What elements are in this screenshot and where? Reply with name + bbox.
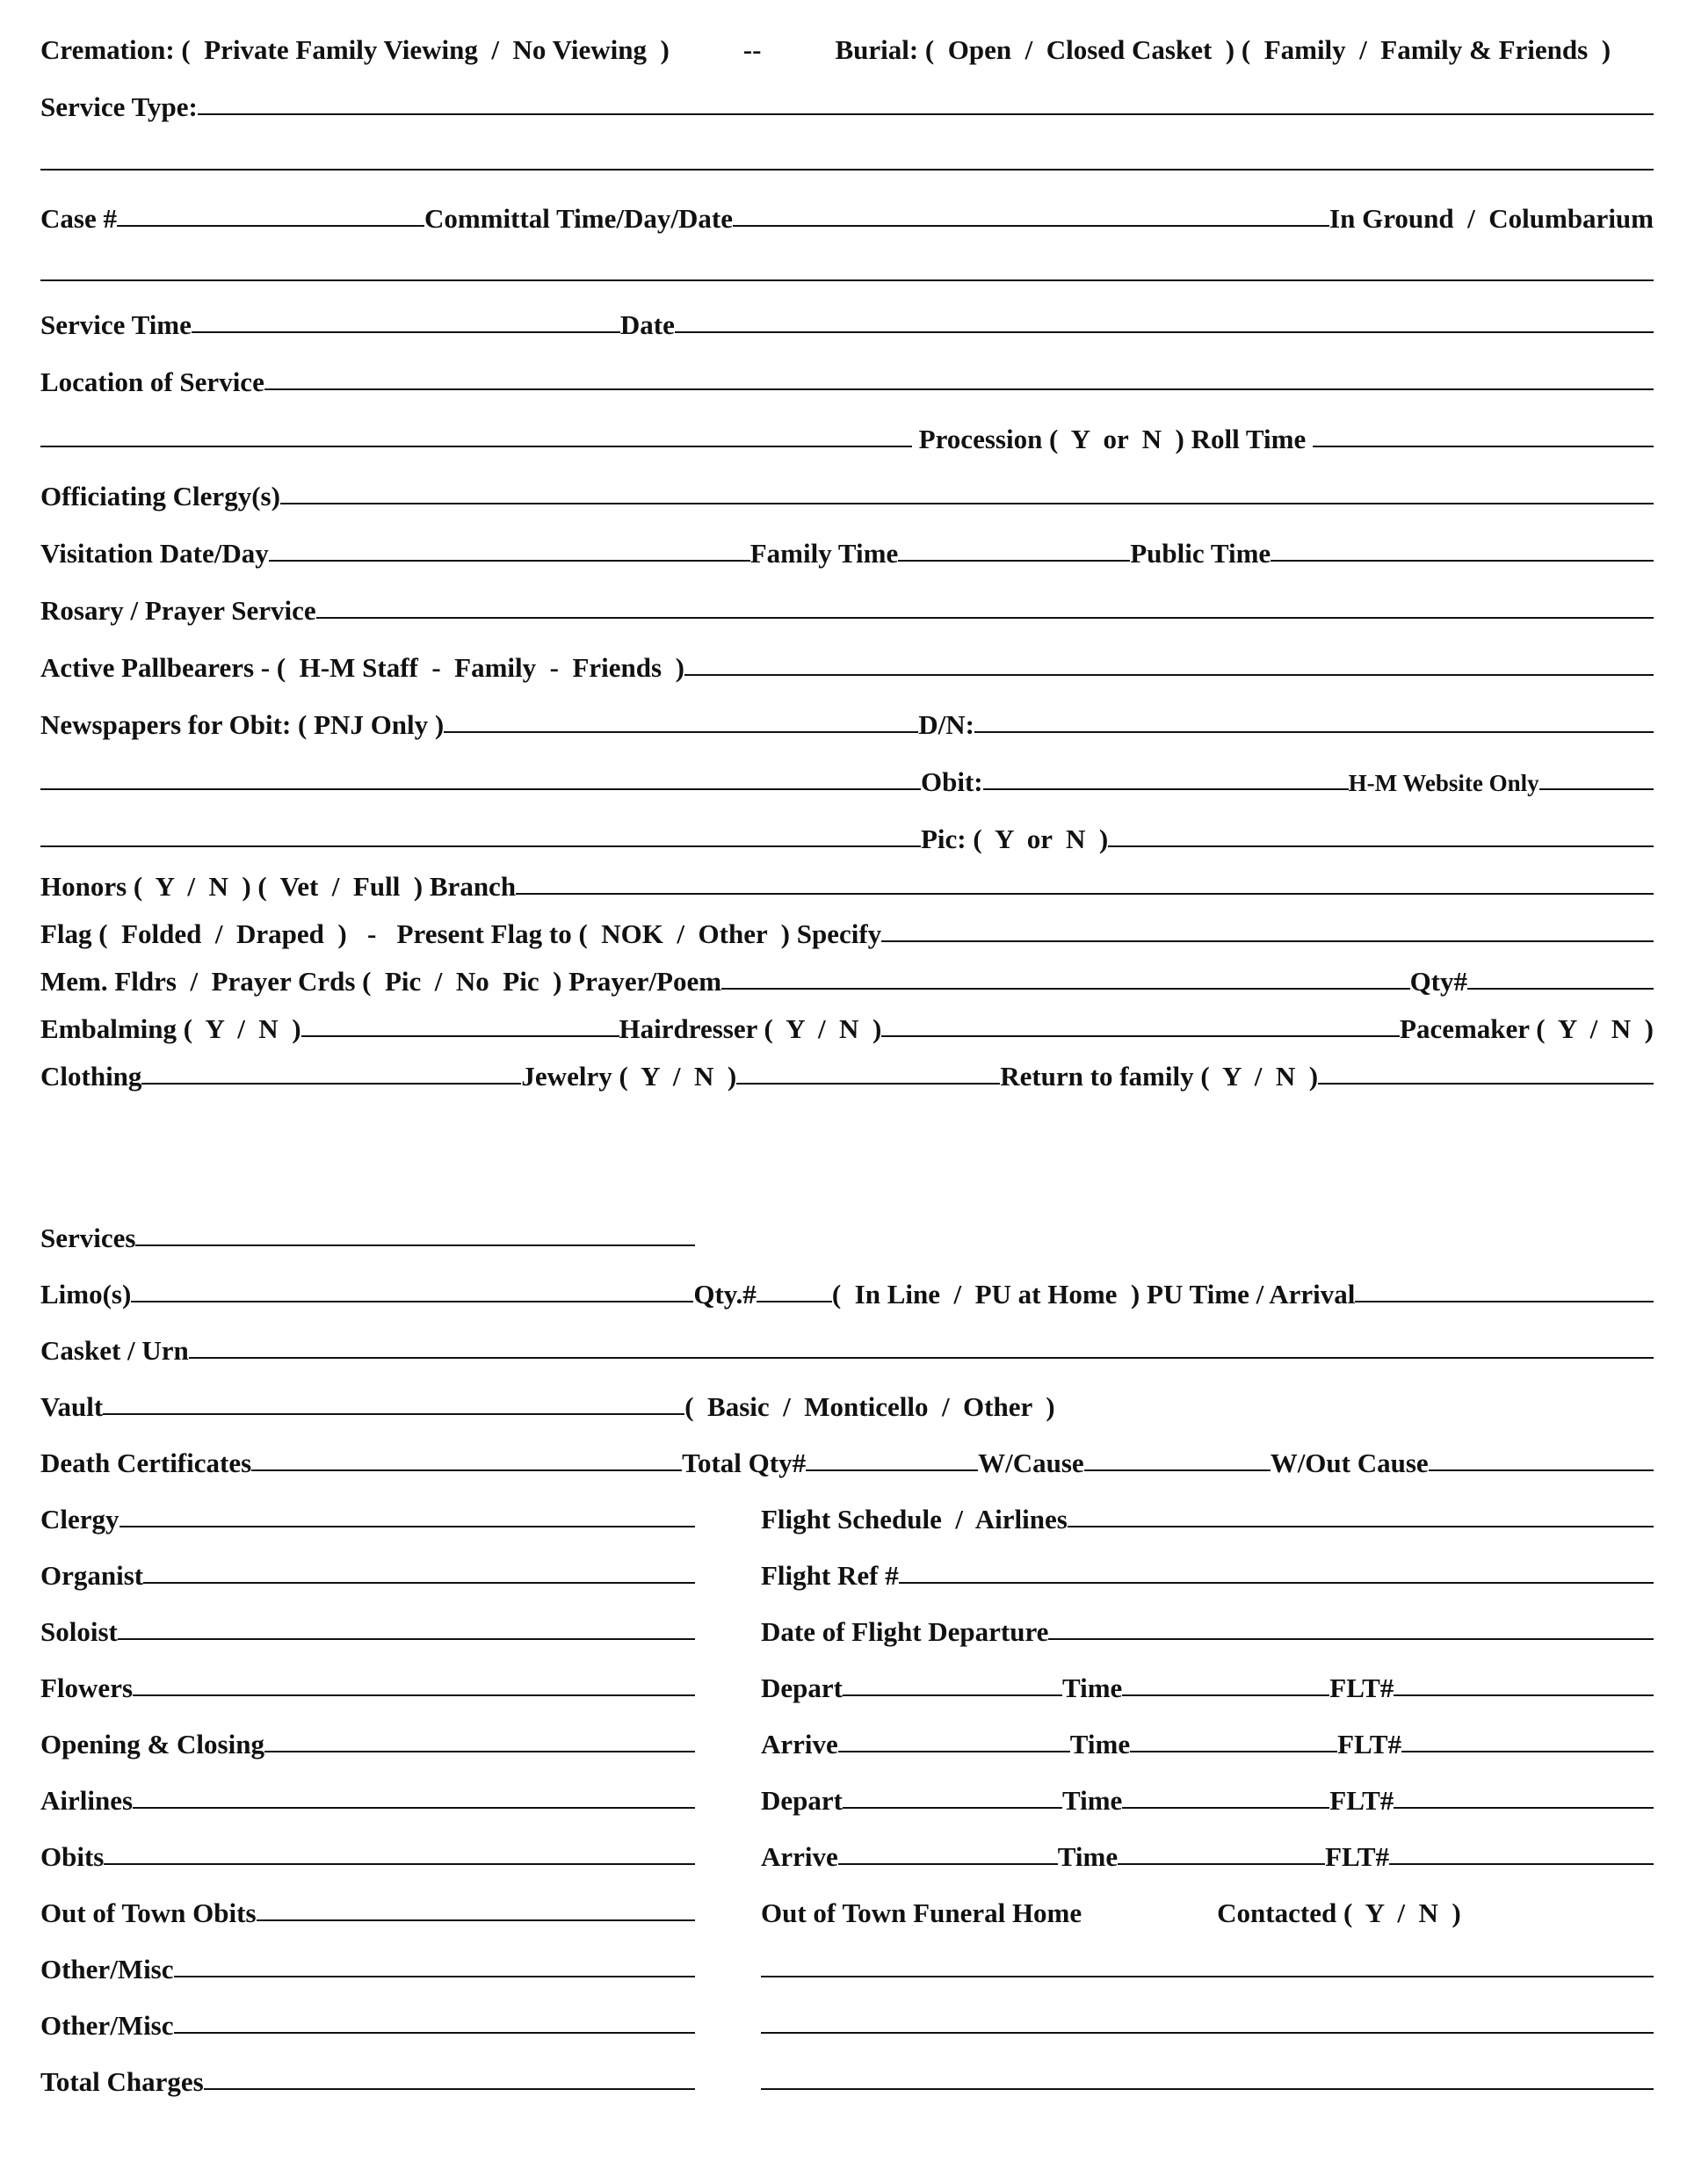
arrive-label-1: Arrive	[761, 1729, 838, 1760]
depart-row-2	[761, 1777, 1654, 1816]
qty-label: Qty#	[1409, 966, 1467, 997]
w-cause-label: W/Cause	[978, 1448, 1084, 1478]
flt-label-2: FLT#	[1337, 1729, 1402, 1760]
service-type-label: Service Type:	[40, 91, 198, 122]
pic-options[interactable]: Pic: ( Y or N )	[921, 824, 1109, 854]
visitation-row	[40, 530, 1654, 569]
flowers-label: Flowers	[40, 1672, 134, 1703]
case-number-field[interactable]	[117, 225, 424, 227]
opening-closing-label: Opening & Closing	[40, 1729, 264, 1760]
location-extra-field[interactable]	[40, 446, 912, 447]
newspapers-row	[40, 701, 1654, 740]
limo-qty-label: Qty.#	[693, 1279, 757, 1310]
website-only-field[interactable]	[1539, 788, 1654, 790]
other-misc-label-2: Other/Misc	[40, 2010, 174, 2041]
procession-row	[40, 416, 1654, 454]
out-of-town-obits-label: Out of Town Obits	[40, 1897, 257, 1928]
soloist-label: Soloist	[40, 1616, 118, 1647]
flight-ref-field[interactable]	[899, 1582, 1654, 1584]
rosary-field[interactable]	[316, 617, 1654, 619]
officiating-clergy-row	[40, 473, 1654, 512]
flight-ref-row	[761, 1552, 1654, 1591]
obit-field[interactable]	[983, 788, 1349, 790]
limo-field[interactable]	[131, 1301, 693, 1302]
total-charges-label: Total Charges	[40, 2066, 204, 2097]
pu-time-field[interactable]	[1355, 1301, 1654, 1302]
committal-time-label: Committal Time/Day/Date	[424, 203, 733, 234]
other-misc-label-1: Other/Misc	[40, 1954, 174, 1984]
w-out-cause-label: W/Out Cause	[1270, 1448, 1429, 1478]
separator-dashes: --	[742, 34, 762, 65]
time-label-2: Time	[1069, 1729, 1131, 1760]
hairdresser-label[interactable]: Hairdresser ( Y / N )	[619, 1013, 882, 1044]
committal-row	[40, 195, 1654, 234]
visitation-field[interactable]	[269, 560, 750, 562]
burial-options[interactable]: Burial: ( Open / Closed Casket ) ( Family / Family & Friends )	[835, 34, 1611, 65]
branch-field[interactable]	[516, 893, 1654, 895]
w-out-cause-field[interactable]	[1429, 1469, 1654, 1471]
arrive-field-1[interactable]	[838, 1751, 1070, 1752]
arrive-field-2[interactable]	[838, 1863, 1058, 1865]
casket-field[interactable]	[189, 1357, 1654, 1359]
clothing-label: Clothing	[40, 1061, 142, 1092]
flt-label-3: FLT#	[1329, 1785, 1394, 1816]
left-out-of-town-obits-row	[40, 1890, 695, 1928]
case-number-label: Case #	[40, 203, 117, 234]
out-of-town-obits-field[interactable]	[257, 1919, 695, 1921]
flt-label-1: FLT#	[1329, 1672, 1394, 1703]
committal-extra-line[interactable]	[40, 279, 1654, 281]
flt-label-4: FLT#	[1325, 1841, 1390, 1872]
total-charges-field[interactable]	[204, 2088, 695, 2090]
cremation-options[interactable]: Cremation: ( Private Family Viewing / No Viewing )	[40, 34, 670, 65]
flight-ref-label: Flight Ref #	[761, 1560, 899, 1591]
pic-extra-field[interactable]	[40, 845, 921, 847]
time-label-1: Time	[1061, 1672, 1123, 1703]
funeral-home-line-2	[761, 2002, 1654, 2041]
service-date-field[interactable]	[675, 331, 1654, 333]
depart-field-1[interactable]	[843, 1694, 1062, 1696]
flight-departure-date-row	[761, 1608, 1654, 1647]
vault-label: Vault	[40, 1391, 104, 1422]
flt-field-1[interactable]	[1394, 1694, 1654, 1696]
clothing-field[interactable]	[141, 1083, 521, 1085]
funeral-home-field-3[interactable]	[761, 2088, 1654, 2090]
return-to-family-label[interactable]: Return to family ( Y / N )	[1000, 1061, 1319, 1092]
airlines-field[interactable]	[133, 1807, 695, 1809]
prayer-poem-field[interactable]	[721, 988, 1410, 990]
embalming-field[interactable]	[301, 1035, 619, 1037]
pacemaker-label[interactable]: Pacemaker ( Y / N )	[1400, 1013, 1654, 1044]
limo-options[interactable]: ( In Line / PU at Home ) PU Time / Arrival	[831, 1279, 1356, 1310]
obit-row	[40, 758, 1654, 797]
clergy-label: Clergy	[40, 1504, 119, 1535]
family-time-field[interactable]	[898, 560, 1130, 562]
embalming-row	[40, 1005, 1654, 1044]
funeral-home-field-1[interactable]	[761, 1976, 1654, 1977]
visitation-label: Visitation Date/Day	[40, 538, 269, 569]
left-total-charges-row	[40, 2058, 695, 2097]
arrive-row-2	[761, 1833, 1654, 1872]
flt-field-3[interactable]	[1394, 1807, 1654, 1809]
obits-field[interactable]	[104, 1863, 695, 1865]
flag-row	[40, 911, 1654, 949]
public-time-label: Public Time	[1130, 538, 1271, 569]
limo-label: Limo(s)	[40, 1279, 132, 1310]
time-field-4[interactable]	[1118, 1863, 1325, 1865]
w-cause-field[interactable]	[1084, 1469, 1271, 1471]
soloist-field[interactable]	[118, 1638, 695, 1640]
service-date-label: Date	[619, 309, 675, 340]
left-other-misc-row-2	[40, 2002, 695, 2041]
jewelry-label[interactable]: Jewelry ( Y / N )	[521, 1061, 737, 1092]
memorial-folders-row	[40, 958, 1654, 997]
officiating-clergy-field[interactable]	[280, 503, 1654, 504]
organist-label: Organist	[40, 1560, 144, 1591]
qty-field[interactable]	[1467, 988, 1654, 990]
service-time-label: Service Time	[40, 309, 192, 340]
pallbearers-row	[40, 644, 1654, 683]
left-soloist-row	[40, 1608, 695, 1647]
funeral-home-line-1	[761, 1946, 1654, 1984]
left-flowers-row	[40, 1665, 695, 1703]
flowers-field[interactable]	[133, 1694, 695, 1696]
left-obits-row	[40, 1833, 695, 1872]
time-field-3[interactable]	[1122, 1807, 1329, 1809]
pic-field[interactable]	[1108, 845, 1654, 847]
left-organist-row	[40, 1552, 695, 1591]
death-certificates-field[interactable]	[251, 1469, 682, 1471]
procession-label[interactable]: Procession ( Y or N ) Roll Time	[911, 424, 1313, 454]
time-label-3: Time	[1061, 1785, 1123, 1816]
website-only-label: H-M Website Only	[1348, 770, 1539, 796]
pic-row	[40, 816, 1654, 854]
public-time-field[interactable]	[1271, 560, 1654, 562]
services-row	[40, 1215, 695, 1253]
service-time-row	[40, 301, 1654, 340]
funeral-home-field-2[interactable]	[761, 2032, 1654, 2034]
cremation-burial-row	[40, 26, 1654, 65]
out-of-town-funeral-home-label: Out of Town Funeral Home	[761, 1897, 1082, 1928]
rosary-row	[40, 587, 1654, 626]
newspapers-field[interactable]	[444, 731, 918, 733]
time-field-2[interactable]	[1130, 1751, 1337, 1752]
left-clergy-row	[40, 1496, 695, 1535]
obit-label: Obit:	[921, 766, 983, 797]
family-time-label: Family Time	[749, 538, 899, 569]
hairdresser-field[interactable]	[881, 1035, 1400, 1037]
flight-schedule-row	[761, 1496, 1654, 1535]
out-of-town-funeral-home-row	[761, 1890, 1654, 1928]
arrive-row-1	[761, 1721, 1654, 1760]
services-field[interactable]	[135, 1244, 695, 1246]
service-type-row	[40, 83, 1654, 122]
left-opening-closing-row	[40, 1721, 695, 1760]
depart-label-2: Depart	[761, 1785, 843, 1816]
location-row	[40, 359, 1654, 397]
funeral-home-line-3	[761, 2058, 1654, 2097]
flt-field-2[interactable]	[1401, 1751, 1654, 1752]
obits-label: Obits	[40, 1841, 105, 1872]
newspapers-label: Newspapers for Obit: ( PNJ Only )	[40, 709, 445, 740]
opening-closing-field[interactable]	[264, 1751, 695, 1752]
officiating-clergy-label: Officiating Clergy(s)	[40, 481, 280, 512]
vault-options[interactable]: ( Basic / Monticello / Other )	[684, 1391, 1055, 1422]
flight-departure-date-label: Date of Flight Departure	[761, 1616, 1049, 1647]
location-field[interactable]	[264, 388, 1654, 390]
service-type-field[interactable]	[198, 113, 1654, 115]
flag-specify-field[interactable]	[881, 940, 1654, 942]
honors-row	[40, 863, 1654, 902]
other-misc-field-1[interactable]	[174, 1976, 695, 1977]
clergy-field[interactable]	[119, 1526, 695, 1527]
contacted-options[interactable]: Contacted ( Y / N )	[1217, 1897, 1461, 1928]
depart-row-1	[761, 1665, 1654, 1703]
memorial-folders-label[interactable]: Mem. Fldrs / Prayer Crds ( Pic / No Pic ) Prayer/Poem	[40, 966, 722, 997]
jewelry-field[interactable]	[736, 1083, 1000, 1085]
total-qty-label: Total Qty#	[682, 1448, 807, 1478]
vault-row	[40, 1383, 1654, 1422]
in-ground-columbarium-options[interactable]: In Ground / Columbarium	[1329, 203, 1654, 234]
honors-label[interactable]: Honors ( Y / N ) ( Vet / Full ) Branch	[40, 871, 517, 902]
roll-time-field[interactable]	[1313, 446, 1654, 447]
airlines-label: Airlines	[40, 1785, 134, 1816]
death-certificates-label: Death Certificates	[40, 1448, 252, 1478]
committal-time-field[interactable]	[733, 225, 1329, 227]
service-time-field[interactable]	[192, 331, 620, 333]
casket-label: Casket / Urn	[40, 1335, 189, 1366]
limo-row	[40, 1271, 1654, 1310]
dn-label: D/N:	[918, 709, 974, 740]
time-label-4: Time	[1057, 1841, 1119, 1872]
location-label: Location of Service	[40, 366, 264, 397]
organist-field[interactable]	[143, 1582, 695, 1584]
vault-field[interactable]	[103, 1413, 684, 1415]
time-field-1[interactable]	[1122, 1694, 1329, 1696]
flight-schedule-field[interactable]	[1068, 1526, 1654, 1527]
left-airlines-row	[40, 1777, 695, 1816]
pallbearers-field[interactable]	[684, 674, 1654, 676]
depart-label-1: Depart	[761, 1672, 843, 1703]
embalming-label[interactable]: Embalming ( Y / N )	[40, 1013, 301, 1044]
death-certificates-row	[40, 1440, 1654, 1478]
arrive-label-2: Arrive	[761, 1841, 838, 1872]
services-label: Services	[40, 1223, 136, 1253]
left-other-misc-row-1	[40, 1946, 695, 1984]
clothing-row	[40, 1053, 1654, 1092]
service-type-extra-line[interactable]	[40, 169, 1654, 171]
rosary-label: Rosary / Prayer Service	[40, 595, 316, 626]
other-misc-field-2[interactable]	[174, 2032, 695, 2034]
dn-field[interactable]	[974, 731, 1654, 733]
casket-row	[40, 1327, 1654, 1366]
flag-label[interactable]: Flag ( Folded / Draped ) - Present Flag to ( NOK / Other ) Specify	[40, 918, 882, 949]
pallbearers-label[interactable]: Active Pallbearers - ( H-M Staff - Family - Friends )	[40, 652, 684, 683]
return-to-family-field[interactable]	[1318, 1083, 1654, 1085]
flight-schedule-label: Flight Schedule / Airlines	[761, 1504, 1068, 1535]
flt-field-4[interactable]	[1389, 1863, 1654, 1865]
total-qty-field[interactable]	[806, 1469, 978, 1471]
newspapers-extra-field[interactable]	[40, 788, 921, 790]
limo-qty-field[interactable]	[757, 1301, 832, 1302]
depart-field-2[interactable]	[843, 1807, 1062, 1809]
flight-departure-date-field[interactable]	[1048, 1638, 1654, 1640]
